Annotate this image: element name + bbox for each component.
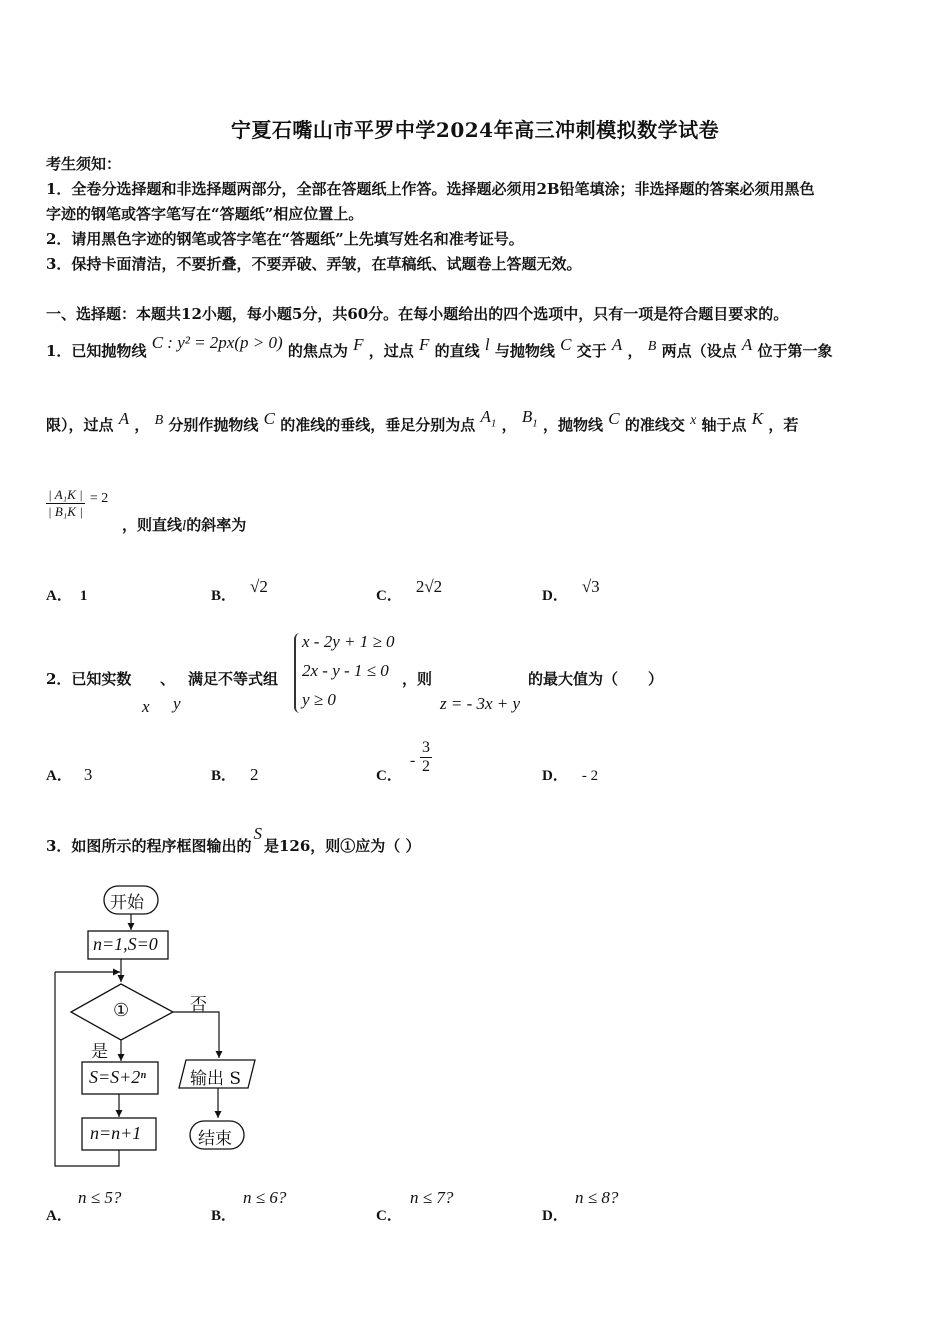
q1-var: C: [608, 409, 620, 428]
notice-item-1: 1．全卷分选择题和非选择题两部分，全部在答题纸上作答。选择题必须用2B铅笔填涂；非选择题的答案必须用黑色: [46, 180, 815, 198]
q1-text: ，若: [768, 416, 799, 434]
q3-option-d-value: n ≤ 8?: [575, 1188, 619, 1207]
q1-text: ，则直线: [122, 516, 183, 534]
page-title: 宁夏石嘴山市平罗中学2024年高三冲刺模拟数学试卷: [230, 118, 720, 142]
q1-text: 的准线交: [624, 416, 685, 434]
q1-var: A: [741, 335, 753, 354]
option-label: C．: [376, 768, 402, 784]
q2-objective: z = - 3x + y: [440, 694, 521, 713]
option-label: A．: [46, 588, 72, 604]
q3-option-c-label[interactable]: C．: [376, 1208, 402, 1224]
q1-var: x: [690, 413, 697, 428]
q1-text: 的准线的垂线，垂足分别为点: [280, 416, 476, 434]
q1-text: 轴于点: [701, 416, 747, 434]
option-label: C．: [376, 588, 402, 604]
q1-parabola-eq: C : y² = 2px(p > 0): [151, 333, 283, 352]
q1-var: A: [480, 407, 491, 426]
flow-condition-label: ①: [113, 1000, 130, 1021]
flow-output-label: 输出 S: [190, 1069, 242, 1089]
flow-start-label: 开始: [110, 893, 144, 913]
q1-text: 位于第一象: [757, 342, 833, 360]
q1-ratio-value: = 2: [89, 491, 109, 506]
q1-text: 的直线: [434, 342, 480, 360]
q3-var: S: [253, 824, 262, 843]
q1-text: ，: [501, 416, 517, 434]
q2-ineq-3: y ≥ 0: [302, 690, 336, 709]
q2-var-y: y: [173, 694, 181, 713]
q1-fraction-den: | B₁K |: [48, 504, 83, 519]
q1-var: B: [521, 407, 533, 426]
q2-var-x: x: [142, 697, 150, 716]
q1-point-A1: [480, 407, 497, 430]
q1-var: K: [751, 409, 764, 428]
option-value: 3: [83, 765, 93, 784]
q2-ineq-2: 2x - y - 1 ≤ 0: [302, 661, 389, 680]
option-label: D．: [542, 588, 568, 604]
q1-var: F: [419, 335, 430, 354]
q1-var: l: [484, 335, 490, 354]
q1-text: 的焦点为: [287, 342, 348, 360]
q2-option-c-fraction: [420, 739, 432, 776]
q1-text: 的斜率为: [186, 516, 247, 534]
flow-inc-label: n=n+1: [90, 1123, 142, 1143]
option-label: B．: [211, 588, 237, 604]
q1-var: l: [182, 518, 187, 534]
q1-point-B1: [521, 407, 538, 430]
q1-var: F: [353, 335, 364, 354]
q1-var: B: [647, 339, 657, 354]
q1-text: ，过点: [368, 342, 414, 360]
q1-subscript: 1: [490, 417, 497, 430]
q3-option-b-value: n ≤ 6?: [243, 1188, 287, 1207]
option-value: - 2: [581, 768, 599, 784]
q2-option-d[interactable]: [542, 764, 598, 785]
q1-var: C: [263, 409, 276, 428]
option-value: 1: [79, 588, 88, 604]
option-label: B．: [211, 768, 237, 784]
q1-text: ，抛物线: [543, 416, 604, 434]
q2-text-3: 满足不等式组: [188, 670, 279, 688]
fraction-num: 3: [422, 739, 430, 756]
flow-yes-label: 是: [91, 1042, 108, 1062]
q1-subscript: 1: [532, 417, 538, 430]
q1-text: ，: [627, 342, 643, 360]
q2-option-c[interactable]: [376, 764, 402, 785]
q3-option-a-value: n ≤ 5?: [78, 1188, 122, 1207]
q1-var: C: [560, 335, 572, 354]
q2-ineq-1: x - 2y + 1 ≥ 0: [302, 632, 395, 651]
option-value: √2: [250, 577, 268, 596]
flow-body-label: S=S+2ⁿ: [89, 1067, 146, 1087]
q1-fraction-num: | A₁K |: [46, 487, 85, 504]
q3-text: 是126，则①应为（ ）: [263, 837, 421, 855]
notice-item-2: 2．请用黑色字迹的钢笔或答字笔在“答题纸”上先填写姓名和准考证号。: [46, 230, 524, 248]
notice-heading: 考生须知：: [46, 155, 122, 173]
option-value: 2: [250, 765, 259, 784]
q3-option-d-label[interactable]: D．: [542, 1208, 568, 1224]
q1-option-d[interactable]: [542, 576, 600, 604]
notice-item-3: 3．保持卡面清洁，不要折叠，不要弄破、弄皱，在草稿纸、试题卷上答题无效。: [46, 255, 582, 273]
fraction-den: 2: [422, 758, 430, 775]
flow-init-label: n=1,S=0: [93, 934, 158, 954]
notice-item-1-cont: 字迹的钢笔或答字笔写在“答题纸”相应位置上。: [46, 205, 364, 223]
q3-option-b-label[interactable]: B．: [211, 1208, 237, 1224]
q2-text-1: 2．已知实数: [46, 670, 132, 688]
q1-var: A: [118, 409, 130, 428]
q3-option-a-label[interactable]: A．: [46, 1208, 72, 1224]
option-label: A．: [46, 768, 72, 784]
q2-text-4: ，则: [402, 670, 433, 688]
q1-text: 交于: [576, 342, 607, 360]
q1-text: ，: [134, 416, 150, 434]
q1-text: 与抛物线: [494, 342, 555, 360]
q3-option-c-value: n ≤ 7?: [410, 1188, 454, 1207]
option-value: √3: [581, 577, 600, 596]
section-heading: 一、选择题：本题共12小题，每小题5分，共60分。在每小题给出的四个选项中，只有一项是符合题目要求的。: [46, 305, 789, 323]
q1-text: 两点（设点: [661, 342, 737, 360]
option-value: 2√2: [415, 577, 443, 596]
fraction: [420, 739, 432, 776]
q1-text: 限），过点: [46, 416, 114, 434]
q1-text: 1．已知抛物线: [46, 342, 147, 360]
q2-text-5: 的最大值为（ ）: [528, 670, 664, 688]
flowchart: [0, 0, 320, 1180]
option-label: D．: [542, 768, 568, 784]
q1-var: A: [611, 335, 623, 354]
flow-no-label: 否: [190, 995, 207, 1015]
q2-option-c-minus: -: [410, 752, 416, 769]
q1-var: B: [154, 413, 164, 428]
q1-option-c[interactable]: [376, 576, 443, 604]
q2-text-2: 、: [160, 670, 176, 688]
flow-end-label: 结束: [198, 1129, 232, 1149]
q3-text: 3．如图所示的程序框图输出的: [46, 837, 252, 855]
q1-text: 分别作抛物线: [168, 416, 259, 434]
